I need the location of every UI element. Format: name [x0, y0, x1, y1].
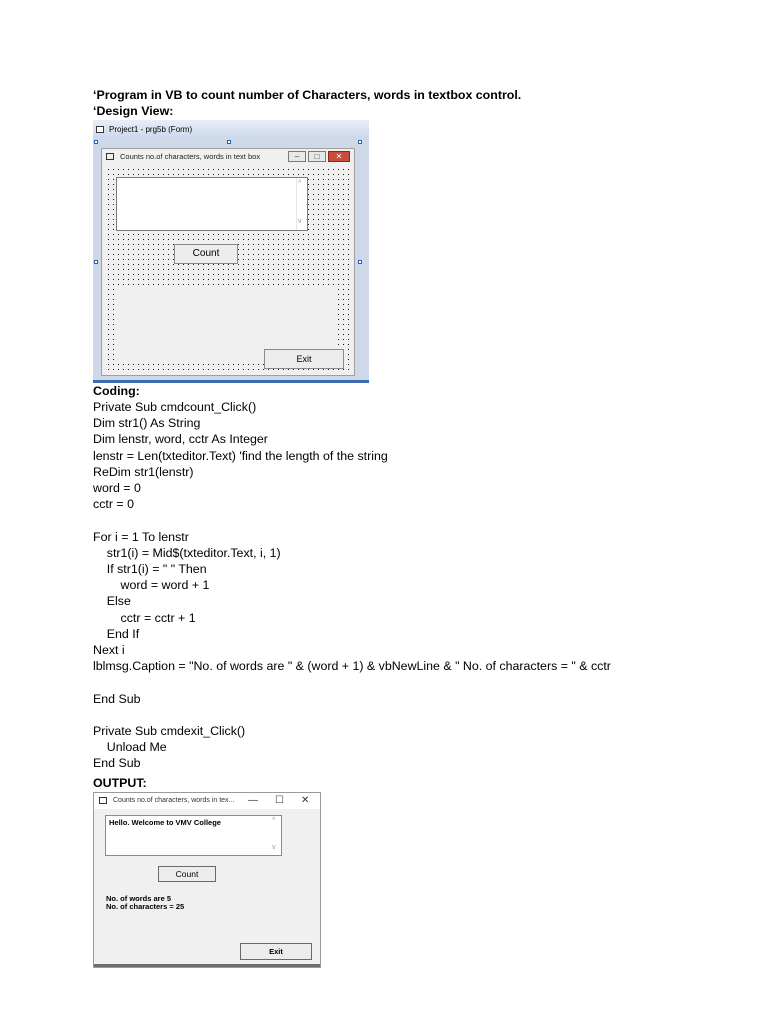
- form-icon: [106, 153, 114, 160]
- minimize-button[interactable]: –: [288, 151, 306, 162]
- ide-form-titlebar: [93, 120, 369, 140]
- code-line: str1(i) = Mid$(txteditor.Text, i, 1): [93, 545, 281, 560]
- output-window-title: Counts no.of characters, words in tex...: [113, 797, 235, 804]
- code-line: End If: [93, 626, 140, 641]
- code-line: Private Sub cmdcount_Click(): [93, 400, 257, 414]
- code-line: End Sub: [93, 691, 141, 706]
- scroll-up-icon[interactable]: ^: [272, 817, 276, 824]
- code-line: Else: [93, 594, 131, 609]
- result-label: [106, 895, 184, 911]
- scroll-down-icon[interactable]: v: [272, 844, 276, 851]
- design-form-titlebar: [102, 149, 354, 165]
- resize-handle[interactable]: [94, 260, 98, 264]
- scroll-down-icon[interactable]: v: [298, 218, 302, 225]
- close-button[interactable]: ✕: [328, 151, 350, 162]
- textbox-scrollbar[interactable]: [296, 178, 307, 230]
- design-grid: [106, 167, 350, 372]
- minimize-button[interactable]: —: [248, 795, 258, 806]
- design-view-screenshot: [93, 120, 369, 383]
- resize-handle[interactable]: [358, 140, 362, 144]
- ide-form-title: Project1 - prg5b (Form): [109, 125, 193, 134]
- count-button[interactable]: Count: [174, 244, 238, 264]
- code-line: Next i: [93, 643, 125, 657]
- design-view-heading: ‘Design View:: [93, 104, 174, 118]
- code-line: End Sub: [93, 756, 141, 771]
- resize-handle[interactable]: [227, 140, 231, 144]
- form-icon: [96, 126, 104, 133]
- form-icon: [99, 797, 107, 804]
- code-line: cctr = cctr + 1: [93, 610, 196, 625]
- code-line: lenstr = Len(txteditor.Text) 'find the length of the string: [93, 448, 388, 463]
- close-button[interactable]: ✕: [301, 795, 310, 806]
- code-line: Dim str1() As String: [93, 416, 201, 431]
- code-line: For i = 1 To lenstr: [93, 529, 189, 544]
- exit-button[interactable]: Exit: [240, 943, 312, 960]
- textbox-scrollbar[interactable]: [271, 816, 281, 855]
- code-line: word = word + 1: [93, 578, 210, 593]
- maximize-button[interactable]: □: [308, 151, 326, 162]
- code-line: word = 0: [93, 481, 141, 495]
- textbox-value: Hello. Welcome to VMV College: [109, 818, 221, 827]
- ide-selection-border: [93, 380, 369, 383]
- exit-button[interactable]: Exit: [264, 349, 344, 369]
- words-result: No. of words are 5: [106, 894, 172, 903]
- count-button[interactable]: Count: [158, 866, 216, 882]
- code-line: Private Sub cmdexit_Click(): [93, 724, 246, 738]
- resize-handle[interactable]: [94, 140, 98, 144]
- window-bottom-border: [94, 964, 320, 967]
- code-line: If str1(i) = " " Then: [93, 562, 207, 576]
- code-line: cctr = 0: [93, 497, 134, 512]
- maximize-button[interactable]: ☐: [275, 795, 284, 806]
- txteditor-textbox[interactable]: [116, 177, 308, 231]
- code-line: Dim lenstr, word, cctr As Integer: [93, 432, 268, 447]
- code-line: lblmsg.Caption = "No. of words are " & (word + 1) & vbNewLine & " No. of characters = " & cctr: [93, 659, 611, 674]
- scroll-up-icon[interactable]: ^: [298, 180, 302, 187]
- code-line: Unload Me: [93, 740, 167, 755]
- output-window: [93, 792, 321, 968]
- design-form: [101, 148, 355, 376]
- design-form-title: Counts no.of characters, words in text box: [120, 152, 261, 161]
- output-heading: OUTPUT:: [93, 776, 147, 790]
- characters-result: No. of characters = 25: [106, 902, 185, 911]
- code-line: ReDim str1(lenstr): [93, 464, 194, 479]
- output-titlebar: [94, 793, 320, 809]
- txteditor-textbox[interactable]: [105, 815, 282, 856]
- program-title: ‘Program in VB to count number of Characters, words in textbox control.: [93, 88, 522, 102]
- coding-heading: Coding:: [93, 384, 140, 398]
- resize-handle[interactable]: [358, 260, 362, 264]
